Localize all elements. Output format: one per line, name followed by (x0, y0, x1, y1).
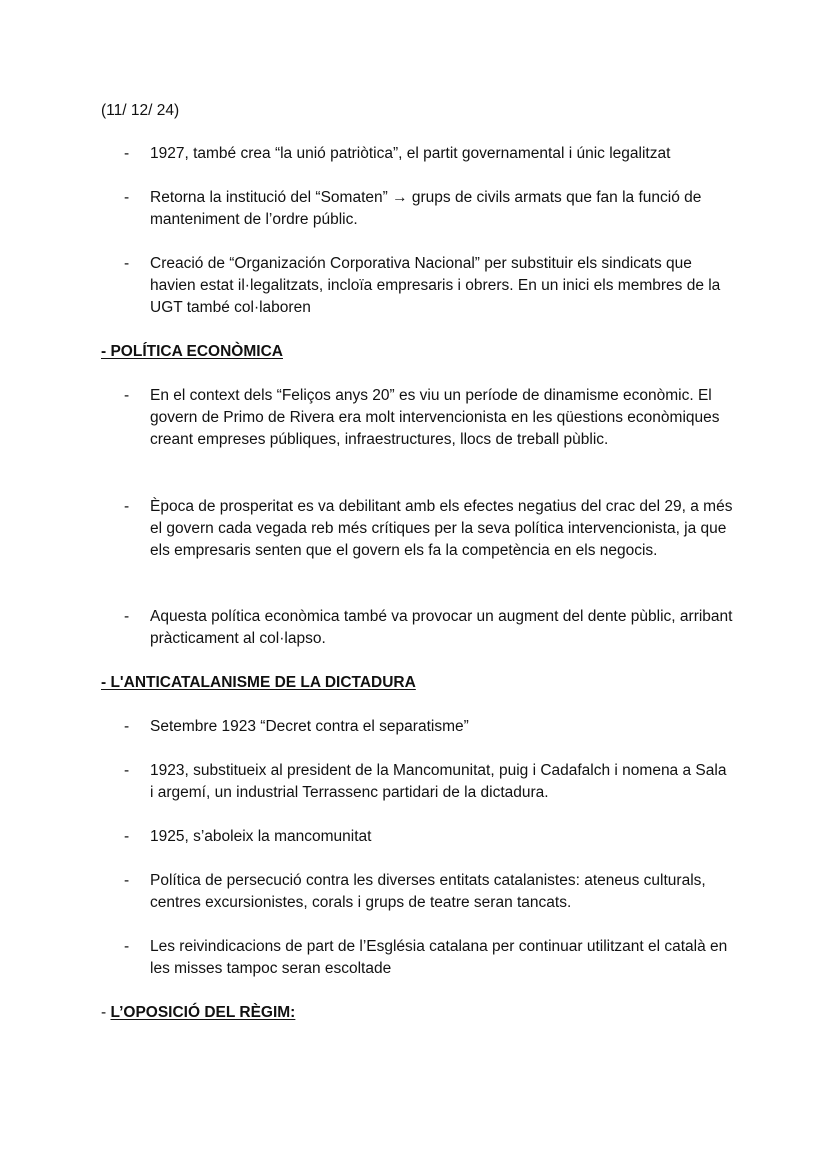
section-heading-text: - POLÍTICA ECONÒMICA (101, 343, 283, 360)
list-item (124, 760, 734, 804)
list-item-text: En el context dels “Feliços anys 20” es viu un període de dinamisme econòmic. El govern de Primo de Rivera era molt intervencionista en les qüestions econòmiques creant empreses públiques, infraestructures, llocs de treball pùblic. (150, 387, 720, 448)
list-item (124, 187, 734, 231)
bullet: - (124, 828, 130, 845)
list-item (124, 143, 734, 165)
date-line: (11/ 12/ 24) (101, 102, 180, 119)
section-heading-oposicio (101, 1002, 295, 1024)
list-item-text: Època de prosperitat es va debilitant amb els efectes negatius del crac del 29, a més el govern cada vegada reb més crítiques per la seva política intervencionista, ja que els empresaris senten que el govern els fa la competència en els negocis. (150, 498, 733, 559)
section-heading-anticatalanisme (101, 672, 416, 694)
list-item-text: Política de persecució contra les diverses entitats catalanistes: ateneus culturals, centres excursionistes, corals i grups de teatre seran tancats. (150, 872, 706, 911)
section-heading-text: L’OPOSICIÓ DEL RÈGIM: (110, 1004, 296, 1021)
section-heading-economica (101, 341, 283, 363)
list-item-text: Setembre 1923 “Decret contra el separatisme” (150, 718, 469, 735)
bullet: - (124, 145, 130, 162)
list-item (124, 385, 734, 451)
list-item (124, 253, 734, 319)
bullet: - (124, 189, 130, 206)
list-item-text: Retorna la institució del “Somaten” → grups de civils armats que fan la funció de manteniment de l’ordre públic. (150, 189, 702, 228)
list-item-text: Creació de “Organización Corporativa Nacional” per substituir els sindicats que havien estat il·legalitzats, incloïa empresaris i obrers. En un inici els membres de la UGT també col·laboren (150, 255, 721, 316)
bullet: - (124, 938, 130, 955)
section-heading-text: - L'ANTICATALANISME DE LA DICTADURA (101, 674, 416, 691)
bullet: - (124, 718, 130, 735)
list-item (124, 826, 734, 848)
list-item-text: Les reivindicacions de part de l’Església catalana per continuar utilitzant el català en les misses tampoc seran escoltade (150, 938, 728, 977)
bullet: - (124, 608, 130, 625)
list-item (124, 716, 734, 738)
list-item-text: 1927, també crea “la unió patriòtica”, el partit governamental i únic legalitzat (150, 145, 671, 162)
list-item (124, 936, 734, 980)
bullet: - (124, 498, 130, 515)
list-item (124, 606, 734, 650)
list-item-text: 1923, substitueix al president de la Mancomunitat, puig i Cadafalch i nomena a Sala i argemí, un industrial Terrassenc partidari de la dictadura. (150, 762, 727, 801)
list-item-text: 1925, s’aboleix la mancomunitat (150, 828, 372, 845)
list-item (124, 870, 734, 914)
bullet: - (124, 255, 130, 272)
section-heading-prefix: - (101, 1004, 111, 1021)
bullet: - (124, 762, 130, 779)
bullet: - (124, 387, 130, 404)
list-item (124, 496, 734, 562)
bullet: - (124, 872, 130, 889)
list-item-text: Aquesta política econòmica també va provocar un augment del dente pùblic, arribant pràcticament al col·lapso. (150, 608, 733, 647)
